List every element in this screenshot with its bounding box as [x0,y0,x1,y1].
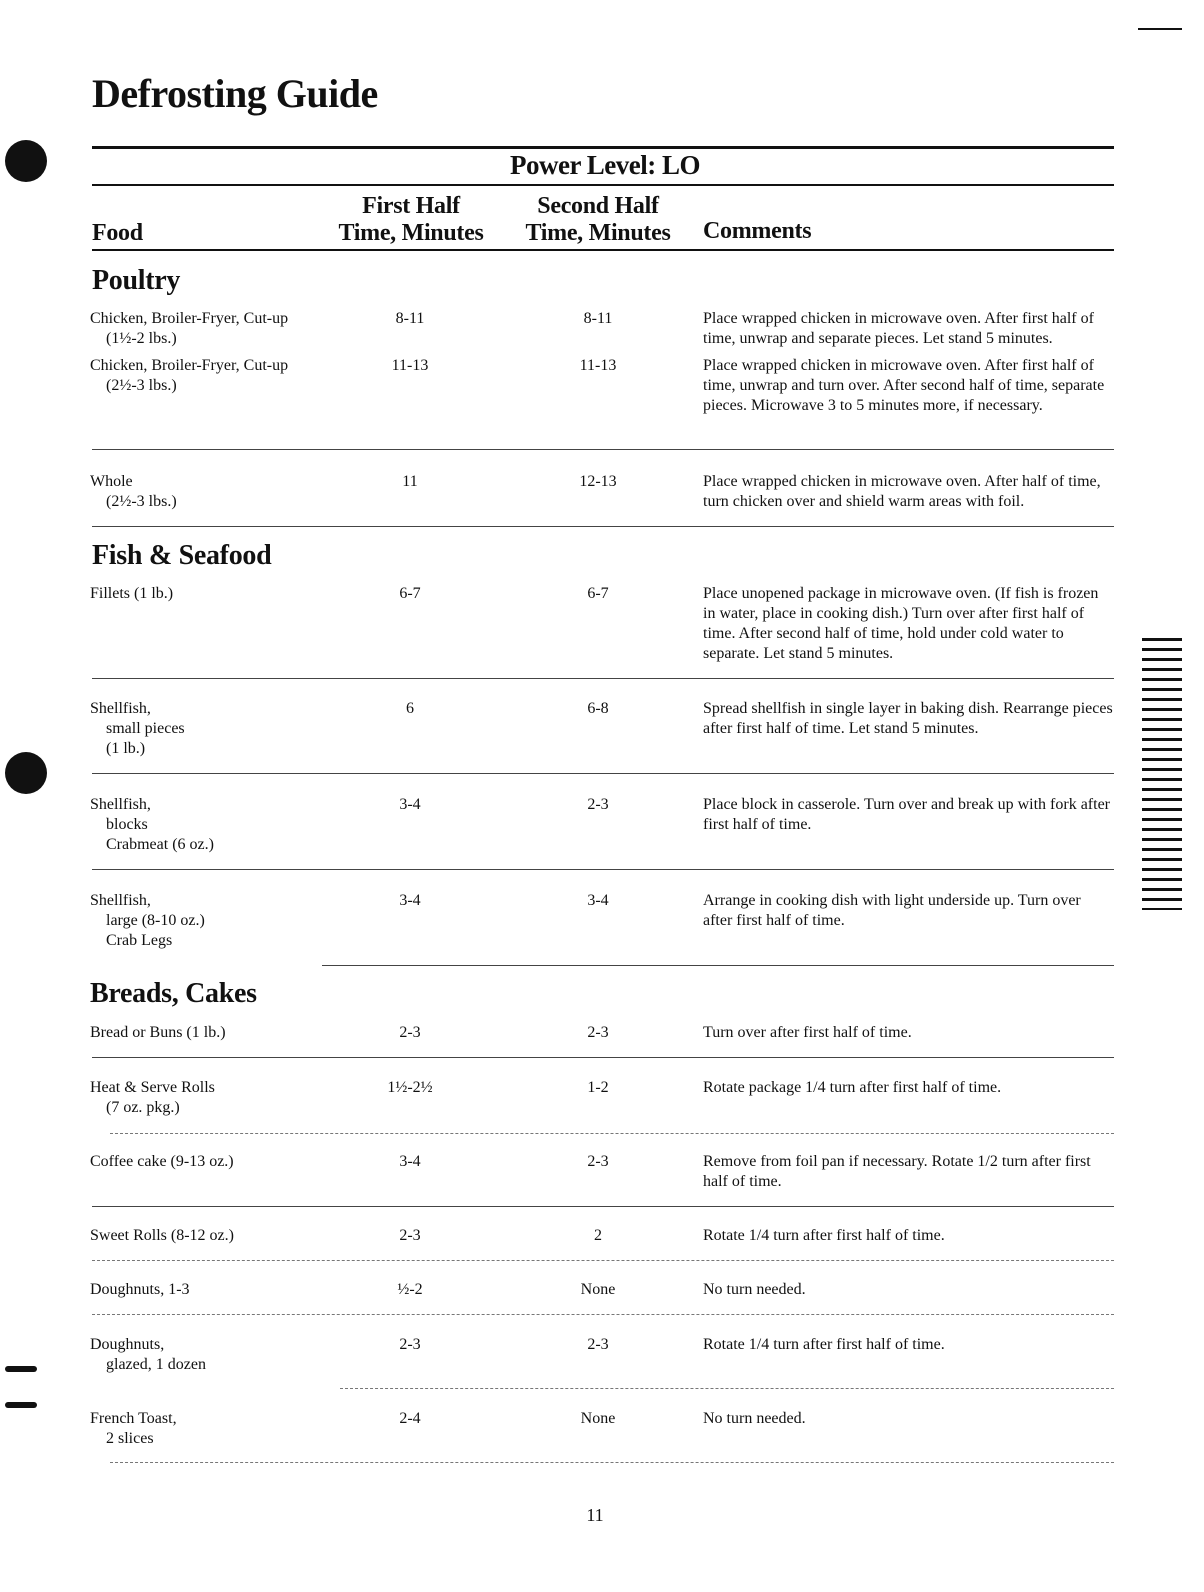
edge-mark [5,1366,37,1372]
food-cell [90,1409,330,1449]
edge-mark [1138,28,1182,30]
comment-cell: Place wrapped chicken in microwave oven. After half of time, turn chicken over and shield warm areas with foil. [703,473,1101,510]
second-half-cell: 6-7 [587,585,609,602]
binder-hole-middle [5,752,47,794]
header-second-half-line2: Time, Minutes [525,220,671,246]
first-half-cell: 6 [406,700,414,717]
second-half-cell: 2-3 [587,1336,609,1353]
first-half-cell: ½-2 [397,1281,423,1298]
food-line: small pieces [106,720,185,737]
comment-cell: Arrange in cooking dish with light underside up. Turn over after first half of time. [703,892,1081,929]
comment-cell: Rotate 1/4 turn after first half of time. [703,1336,945,1353]
section-title-fish-seafood: Fish & Seafood [92,540,272,571]
food-cell [90,1280,330,1300]
food-line: (1½-2 lbs.) [106,330,177,347]
first-half-cell: 2-3 [399,1336,421,1353]
section-title-poultry: Poultry [92,265,181,296]
row-separator [92,869,1114,870]
comment-cell: Place block in casserole. Turn over and break up with fork after first half of time. [703,796,1110,833]
header-first-half-line1: First Half [362,193,460,219]
section-title-breads-cakes: Breads, Cakes [90,978,257,1009]
food-cell [90,1023,330,1043]
first-half-cell: 8-11 [395,310,425,327]
food-line: Chicken, Broiler-Fryer, Cut-up [90,357,289,374]
food-line: (7 oz. pkg.) [106,1099,180,1116]
food-line: large (8-10 oz.) [106,912,205,929]
power-level-heading: Power Level: LO [510,150,700,180]
header-second-half-line1: Second Half [537,193,659,219]
second-half-cell: 2-3 [587,1024,609,1041]
first-half-cell: 3-4 [399,892,421,909]
first-half-cell: 2-3 [399,1227,421,1244]
header-food: Food [92,220,143,246]
row-separator [92,1260,1114,1261]
row-separator [110,1133,1114,1134]
food-cell [90,891,330,951]
food-line: glazed, 1 dozen [106,1356,206,1373]
first-half-cell: 11-13 [391,357,429,374]
second-half-cell: 11-13 [579,357,617,374]
comment-cell: No turn needed. [703,1410,806,1427]
first-half-cell: 1½-2½ [387,1079,433,1096]
comment-cell: Rotate package 1/4 turn after first half of time. [703,1079,1002,1096]
food-line: Crabmeat (6 oz.) [106,836,214,853]
food-line: (2½-3 lbs.) [106,377,177,394]
food-cell [90,795,330,855]
comment-cell: Remove from foil pan if necessary. Rotate 1/2 turn after first half of time. [703,1153,1091,1190]
food-line: 2 slices [106,1430,154,1447]
first-half-cell: 11 [402,473,418,490]
row-separator [92,773,1114,774]
edge-tab-marks [1142,638,1182,910]
row-separator [110,1462,1114,1463]
food-line: blocks [106,816,148,833]
food-cell [90,699,330,759]
second-half-cell: 3-4 [587,892,609,909]
header-rule [92,249,1114,251]
comment-cell: Spread shellfish in single layer in baking dish. Rearrange pieces after first half of time. Let stand 5 minutes. [703,700,1113,737]
comment-cell: Place unopened package in microwave oven. (If fish is frozen in water, place in cooking dish.) Turn over after first half of time. After second half of time, hold under cold water to separate. Let stand 5 minutes. [703,585,1099,662]
row-separator [92,1314,1114,1315]
food-line: French Toast, [90,1410,177,1427]
row-separator [92,1206,1114,1207]
food-cell [90,1152,330,1172]
food-line: Heat & Serve Rolls [90,1079,215,1096]
header-first-half [336,193,486,247]
comment-cell: Place wrapped chicken in microwave oven. After first half of time, unwrap and separate pieces. Let stand 5 minutes. [703,310,1094,347]
food-line: Sweet Rolls (8-12 oz.) [90,1227,234,1244]
first-half-cell: 2-4 [399,1410,421,1427]
food-cell [90,356,330,396]
second-half-cell: 2-3 [587,1153,609,1170]
row-separator [92,678,1114,679]
food-line: Fillets (1 lb.) [90,585,174,602]
row-separator [340,1388,1114,1389]
first-half-cell: 3-4 [399,1153,421,1170]
comment-cell: Place wrapped chicken in microwave oven. After first half of time, unwrap and turn over. After second half of time, separate pieces. Microwave 3 to 5 minutes more, if necessary. [703,357,1105,414]
food-line: Doughnuts, 1-3 [90,1281,190,1298]
food-line: Chicken, Broiler-Fryer, Cut-up [90,310,289,327]
comment-cell: No turn needed. [703,1281,806,1298]
food-cell [90,1226,330,1246]
second-half-cell: 1-2 [587,1079,609,1096]
power-rule [92,184,1114,186]
comment-cell: Turn over after first half of time. [703,1024,912,1041]
comment-cell: Rotate 1/4 turn after first half of time. [703,1227,945,1244]
food-line: Bread or Buns (1 lb.) [90,1024,226,1041]
food-line: Doughnuts, [90,1336,165,1353]
row-separator [92,526,1114,527]
food-cell [90,1335,330,1375]
top-rule [92,146,1114,149]
row-separator [92,449,1114,450]
food-line: (1 lb.) [106,740,146,757]
food-line: Whole [90,473,133,490]
second-half-cell: 8-11 [583,310,613,327]
row-separator [322,965,1114,966]
binder-hole-top [5,140,47,182]
first-half-cell: 3-4 [399,796,421,813]
food-line: Coffee cake (9-13 oz.) [90,1153,234,1170]
row-separator [92,1057,1114,1058]
page-title: Defrosting Guide [92,71,378,116]
second-half-cell: 12-13 [579,473,617,490]
page-number: 11 [586,1505,604,1525]
second-half-cell: None [580,1281,616,1298]
food-line: Shellfish, [90,892,151,909]
header-comments: Comments [703,218,812,244]
food-cell [90,584,330,604]
food-cell [90,309,330,349]
first-half-cell: 2-3 [399,1024,421,1041]
second-half-cell: 2-3 [587,796,609,813]
food-cell [90,1078,330,1118]
second-half-cell: 2 [594,1227,602,1244]
first-half-cell: 6-7 [399,585,421,602]
food-line: Shellfish, [90,796,151,813]
food-cell [90,472,330,512]
food-line: Shellfish, [90,700,151,717]
food-line: (2½-3 lbs.) [106,493,177,510]
second-half-cell: None [580,1410,616,1427]
header-second-half [522,193,674,247]
edge-mark [5,1402,37,1408]
header-first-half-line2: Time, Minutes [338,220,484,246]
food-line: Crab Legs [106,932,173,949]
second-half-cell: 6-8 [587,700,609,717]
